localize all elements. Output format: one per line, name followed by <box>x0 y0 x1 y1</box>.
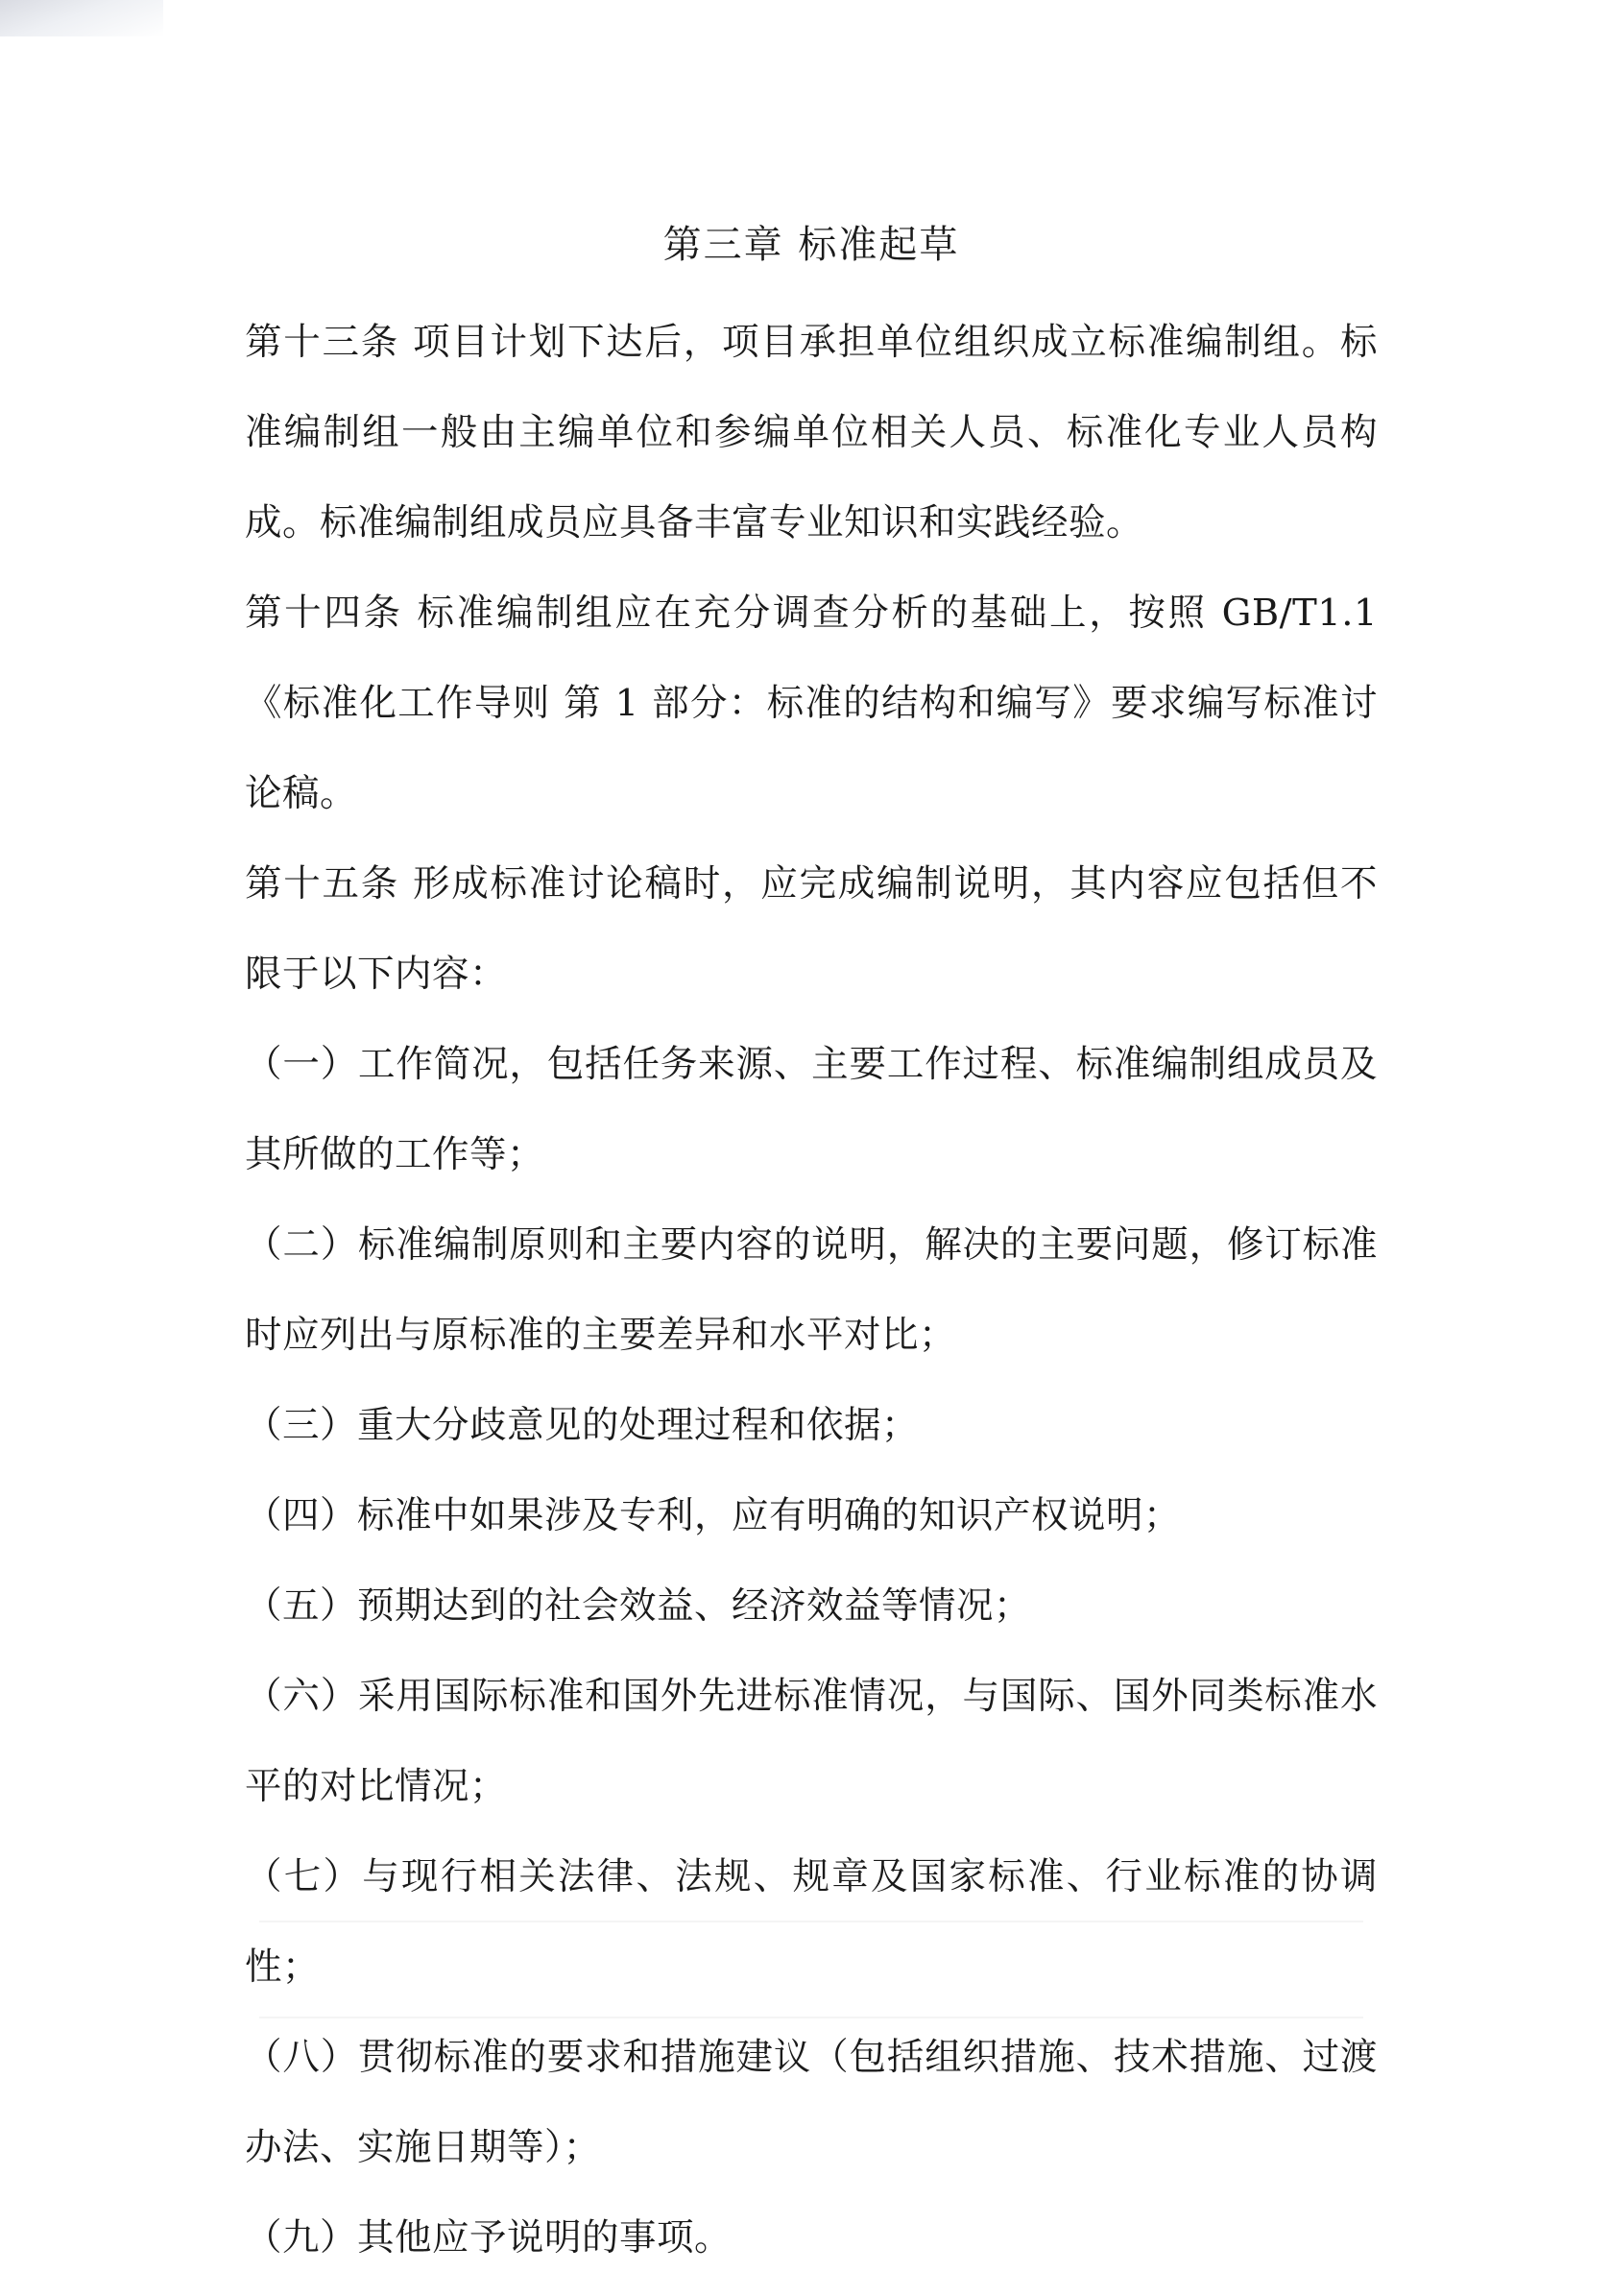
list-item-6: （六）采用国际标准和国外先进标准情况，与国际、国外同类标准水平的对比情况； <box>245 1675 1378 1808</box>
bleed-through-line <box>259 2017 1363 2018</box>
list-item-7: （七）与现行相关法律、法规、规章及国家标准、行业标准的协调性； <box>245 1855 1378 1989</box>
list-item-1: （一）工作简况，包括任务来源、主要工作过程、标准编制组成员及其所做的工作等； <box>245 1043 1378 1176</box>
list-item-5: （五）预期达到的社会效益、经济效益等情况； <box>245 1584 1032 1628</box>
bleed-through-line <box>259 1921 1363 1922</box>
page-corner-shadow <box>0 0 163 36</box>
list-item-9: （九）其他应予说明的事项。 <box>245 2216 733 2260</box>
list-item-3: （三）重大分歧意见的处理过程和依据； <box>245 1404 920 1447</box>
document-page <box>245 0 1378 2296</box>
article-13-paragraph: 第十三条 项目计划下达后，项目承担单位组织成立标准编制组。标准编制组一般由主编单位和参编单位相关人员、标准化专业人员构成。标准编制组成员应具备丰富专业知识和实践经验。 <box>245 321 1378 544</box>
list-item-8: （八）贯彻标准的要求和措施建议（包括组织措施、技术措施、过渡办法、实施日期等）； <box>245 2036 1378 2169</box>
document-body <box>245 298 1378 2284</box>
list-item-4: （四）标准中如果涉及专利，应有明确的知识产权说明； <box>245 1494 1182 1537</box>
chapter-title: 第三章 标准起草 <box>662 223 960 267</box>
list-item-2: （二）标准编制原则和主要内容的说明，解决的主要问题，修订标准时应列出与原标准的主要差异和水平对比； <box>245 1223 1378 1357</box>
article-14-paragraph: 第十四条 标准编制组应在充分调查分析的基础上，按照 GB/T1.1《标准化工作导则 第 1 部分：标准的结构和编写》要求编写标准讨论稿。 <box>245 592 1378 815</box>
article-15-paragraph: 第十五条 形成标准讨论稿时，应完成编制说明，其内容应包括但不限于以下内容： <box>245 862 1378 996</box>
